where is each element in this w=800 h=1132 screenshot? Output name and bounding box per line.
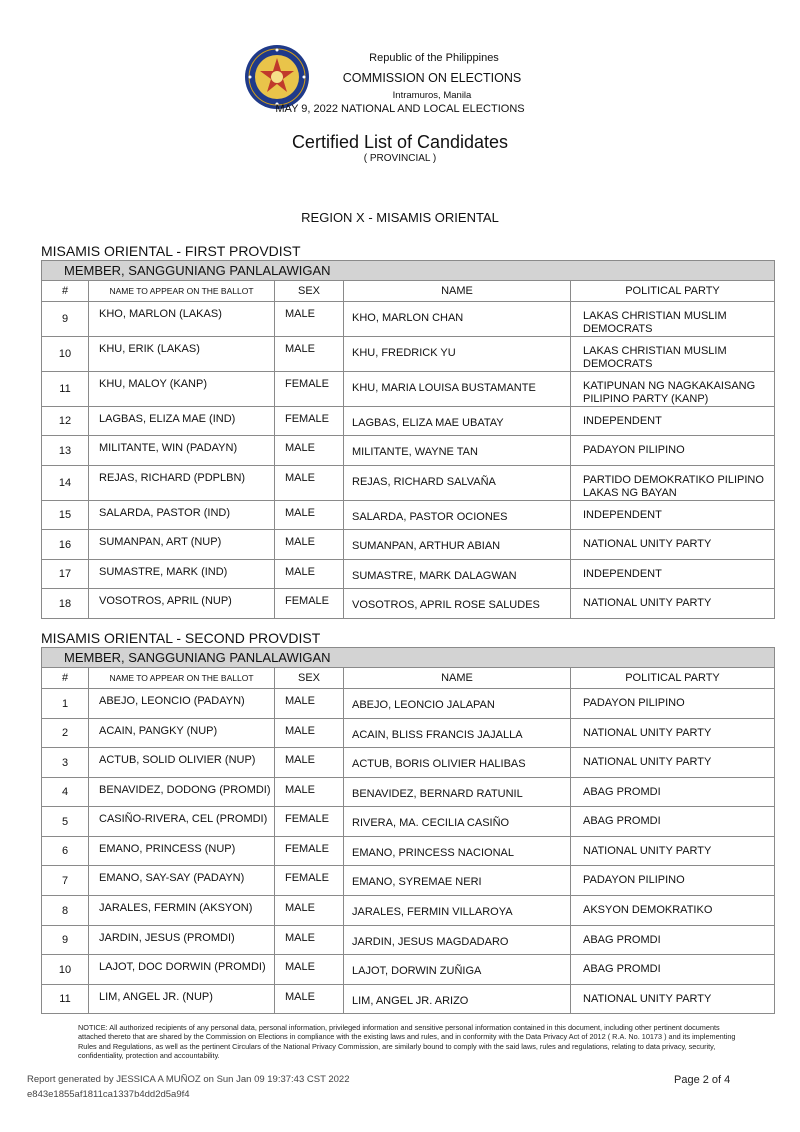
table-row bbox=[42, 407, 775, 436]
candidate-name: EMANO, PRINCESS NACIONAL bbox=[344, 837, 571, 866]
table-row bbox=[42, 866, 775, 896]
political-party: INDEPENDENT bbox=[571, 407, 775, 436]
row-number: 7 bbox=[42, 866, 89, 896]
table-row bbox=[42, 778, 775, 807]
political-party: LAKAS CHRISTIAN MUSLIM DEMOCRATS bbox=[571, 302, 775, 337]
political-party: INDEPENDENT bbox=[571, 560, 775, 589]
col-header-name: NAME bbox=[344, 668, 571, 689]
position-title: MEMBER, SANGGUNIANG PANLALAWIGAN bbox=[42, 261, 775, 281]
political-party: ABAG PROMDI bbox=[571, 807, 775, 837]
commission-label: COMMISSION ON ELECTIONS bbox=[342, 71, 522, 85]
candidate-sex: MALE bbox=[275, 689, 344, 719]
column-header-row bbox=[42, 281, 775, 302]
table-row bbox=[42, 985, 775, 1014]
row-number: 15 bbox=[42, 501, 89, 530]
candidates-table bbox=[41, 260, 775, 619]
table-row bbox=[42, 436, 775, 466]
region-title: REGION X - MISAMIS ORIENTAL bbox=[301, 210, 499, 225]
ballot-name: LAGBAS, ELIZA MAE (IND) bbox=[89, 407, 275, 436]
table-row bbox=[42, 837, 775, 866]
candidate-name: VOSOTROS, APRIL ROSE SALUDES bbox=[344, 589, 571, 619]
row-number: 11 bbox=[42, 985, 89, 1014]
candidate-sex: MALE bbox=[275, 778, 344, 807]
table-row bbox=[42, 719, 775, 748]
political-party: AKSYON DEMOKRATIKO bbox=[571, 896, 775, 926]
document-title: Certified List of Candidates bbox=[291, 132, 509, 152]
ballot-name: KHU, ERIK (LAKAS) bbox=[89, 337, 275, 372]
col-header-ballot-name: NAME TO APPEAR ON THE BALLOT bbox=[89, 281, 275, 302]
candidate-name: EMANO, SYREMAE NERI bbox=[344, 866, 571, 896]
candidate-sex: FEMALE bbox=[275, 837, 344, 866]
document-subtitle: ( PROVINCIAL ) bbox=[363, 153, 437, 164]
political-party: NATIONAL UNITY PARTY bbox=[571, 748, 775, 778]
candidate-sex: MALE bbox=[275, 466, 344, 501]
table-row bbox=[42, 689, 775, 719]
candidate-sex: MALE bbox=[275, 436, 344, 466]
candidate-sex: FEMALE bbox=[275, 866, 344, 896]
candidate-sex: FEMALE bbox=[275, 807, 344, 837]
candidate-name: KHO, MARLON CHAN bbox=[344, 302, 571, 337]
district-title: MISAMIS ORIENTAL - FIRST PROVDIST bbox=[41, 243, 301, 259]
candidate-name: KHU, FREDRICK YU bbox=[344, 337, 571, 372]
ballot-name: EMANO, SAY-SAY (PADAYN) bbox=[89, 866, 275, 896]
district-section bbox=[41, 243, 774, 619]
political-party: NATIONAL UNITY PARTY bbox=[571, 530, 775, 560]
col-header-ballot-name: NAME TO APPEAR ON THE BALLOT bbox=[89, 668, 275, 689]
ballot-name: SUMASTRE, MARK (IND) bbox=[89, 560, 275, 589]
row-number: 9 bbox=[42, 302, 89, 337]
row-number: 1 bbox=[42, 689, 89, 719]
row-number: 10 bbox=[42, 337, 89, 372]
table-row bbox=[42, 302, 775, 337]
ballot-name: VOSOTROS, APRIL (NUP) bbox=[89, 589, 275, 619]
election-label: MAY 9, 2022 NATIONAL AND LOCAL ELECTIONS bbox=[275, 103, 525, 115]
candidate-sex: MALE bbox=[275, 337, 344, 372]
ballot-name: ABEJO, LEONCIO (PADAYN) bbox=[89, 689, 275, 719]
candidate-name: MILITANTE, WAYNE TAN bbox=[344, 436, 571, 466]
col-header-party: POLITICAL PARTY bbox=[571, 668, 775, 689]
political-party: PADAYON PILIPINO bbox=[571, 436, 775, 466]
candidate-name: LAJOT, DORWIN ZUÑIGA bbox=[344, 955, 571, 985]
ballot-name: JARDIN, JESUS (PROMDI) bbox=[89, 926, 275, 955]
political-party: NATIONAL UNITY PARTY bbox=[571, 589, 775, 619]
document-header bbox=[0, 0, 800, 225]
report-generated-label: Report generated by JESSICA A MUÑOZ on Sun Jan 09 19:37:43 CST 2022 bbox=[27, 1074, 350, 1085]
col-header-number: # bbox=[42, 281, 89, 302]
candidate-name: ABEJO, LEONCIO JALAPAN bbox=[344, 689, 571, 719]
candidate-name: LAGBAS, ELIZA MAE UBATAY bbox=[344, 407, 571, 436]
col-header-name: NAME bbox=[344, 281, 571, 302]
candidate-name: SUMANPAN, ARTHUR ABIAN bbox=[344, 530, 571, 560]
table-row bbox=[42, 807, 775, 837]
ballot-name: JARALES, FERMIN (AKSYON) bbox=[89, 896, 275, 926]
ballot-name: REJAS, RICHARD (PDPLBN) bbox=[89, 466, 275, 501]
candidate-name: JARALES, FERMIN VILLAROYA bbox=[344, 896, 571, 926]
table-row bbox=[42, 501, 775, 530]
row-number: 14 bbox=[42, 466, 89, 501]
row-number: 3 bbox=[42, 748, 89, 778]
ballot-name: EMANO, PRINCESS (NUP) bbox=[89, 837, 275, 866]
ballot-name: LIM, ANGEL JR. (NUP) bbox=[89, 985, 275, 1014]
row-number: 16 bbox=[42, 530, 89, 560]
row-number: 5 bbox=[42, 807, 89, 837]
table-row bbox=[42, 466, 775, 501]
row-number: 13 bbox=[42, 436, 89, 466]
political-party: ABAG PROMDI bbox=[571, 778, 775, 807]
row-number: 12 bbox=[42, 407, 89, 436]
table-row bbox=[42, 955, 775, 985]
table-row bbox=[42, 926, 775, 955]
ballot-name: SUMANPAN, ART (NUP) bbox=[89, 530, 275, 560]
candidate-name: LIM, ANGEL JR. ARIZO bbox=[344, 985, 571, 1014]
candidate-sex: MALE bbox=[275, 560, 344, 589]
political-party: NATIONAL UNITY PARTY bbox=[571, 837, 775, 866]
political-party: ABAG PROMDI bbox=[571, 926, 775, 955]
candidate-sex: MALE bbox=[275, 302, 344, 337]
candidate-name: ACTUB, BORIS OLIVIER HALIBAS bbox=[344, 748, 571, 778]
row-number: 10 bbox=[42, 955, 89, 985]
candidate-sex: FEMALE bbox=[275, 589, 344, 619]
table-row bbox=[42, 372, 775, 407]
political-party: PARTIDO DEMOKRATIKO PILIPINO LAKAS NG BAYAN bbox=[571, 466, 775, 501]
col-header-sex: SEX bbox=[275, 281, 344, 302]
table-row bbox=[42, 560, 775, 589]
candidate-sex: MALE bbox=[275, 896, 344, 926]
ballot-name: SALARDA, PASTOR (IND) bbox=[89, 501, 275, 530]
row-number: 11 bbox=[42, 372, 89, 407]
position-row bbox=[42, 261, 775, 281]
column-header-row bbox=[42, 668, 775, 689]
row-number: 2 bbox=[42, 719, 89, 748]
ballot-name: BENAVIDEZ, DODONG (PROMDI) bbox=[89, 778, 275, 807]
candidate-sex: MALE bbox=[275, 719, 344, 748]
ballot-name: LAJOT, DOC DORWIN (PROMDI) bbox=[89, 955, 275, 985]
row-number: 17 bbox=[42, 560, 89, 589]
table-row bbox=[42, 337, 775, 372]
ballot-name: ACTUB, SOLID OLIVIER (NUP) bbox=[89, 748, 275, 778]
row-number: 18 bbox=[42, 589, 89, 619]
candidate-sex: MALE bbox=[275, 955, 344, 985]
location-label: Intramuros, Manila bbox=[392, 90, 472, 101]
col-header-number: # bbox=[42, 668, 89, 689]
row-number: 6 bbox=[42, 837, 89, 866]
col-header-sex: SEX bbox=[275, 668, 344, 689]
political-party: PADAYON PILIPINO bbox=[571, 866, 775, 896]
ballot-name: KHU, MALOY (KANP) bbox=[89, 372, 275, 407]
district-section bbox=[41, 630, 774, 1014]
candidate-sex: FEMALE bbox=[275, 372, 344, 407]
political-party: ABAG PROMDI bbox=[571, 955, 775, 985]
ballot-name: CASIÑO-RIVERA, CEL (PROMDI) bbox=[89, 807, 275, 837]
table-row bbox=[42, 896, 775, 926]
candidate-name: BENAVIDEZ, BERNARD RATUNIL bbox=[344, 778, 571, 807]
candidate-sex: FEMALE bbox=[275, 407, 344, 436]
document-hash: e843e1855af1811ca1337b4dd2d5a9f4 bbox=[27, 1089, 190, 1100]
row-number: 4 bbox=[42, 778, 89, 807]
candidate-name: ACAIN, BLISS FRANCIS JAJALLA bbox=[344, 719, 571, 748]
row-number: 9 bbox=[42, 926, 89, 955]
candidate-sex: MALE bbox=[275, 501, 344, 530]
political-party: LAKAS CHRISTIAN MUSLIM DEMOCRATS bbox=[571, 337, 775, 372]
ballot-name: MILITANTE, WIN (PADAYN) bbox=[89, 436, 275, 466]
table-row bbox=[42, 530, 775, 560]
candidate-name: KHU, MARIA LOUISA BUSTAMANTE bbox=[344, 372, 571, 407]
candidate-name: REJAS, RICHARD SALVAÑA bbox=[344, 466, 571, 501]
political-party: INDEPENDENT bbox=[571, 501, 775, 530]
candidate-name: JARDIN, JESUS MAGDADARO bbox=[344, 926, 571, 955]
candidate-sex: MALE bbox=[275, 926, 344, 955]
candidate-name: RIVERA, MA. CECILIA CASIÑO bbox=[344, 807, 571, 837]
political-party: KATIPUNAN NG NAGKAKAISANG PILIPINO PARTY (KANP) bbox=[571, 372, 775, 407]
candidate-sex: MALE bbox=[275, 530, 344, 560]
ballot-name: ACAIN, PANGKY (NUP) bbox=[89, 719, 275, 748]
candidate-sex: MALE bbox=[275, 985, 344, 1014]
position-title: MEMBER, SANGGUNIANG PANLALAWIGAN bbox=[42, 648, 775, 668]
district-title: MISAMIS ORIENTAL - SECOND PROVDIST bbox=[41, 630, 321, 646]
political-party: NATIONAL UNITY PARTY bbox=[571, 985, 775, 1014]
page-number: Page 2 of 4 bbox=[674, 1074, 731, 1086]
table-row bbox=[42, 589, 775, 619]
republic-label: Republic of the Philippines bbox=[369, 52, 499, 64]
candidate-sex: MALE bbox=[275, 748, 344, 778]
candidates-table bbox=[41, 647, 775, 1014]
table-row bbox=[42, 748, 775, 778]
row-number: 8 bbox=[42, 896, 89, 926]
political-party: NATIONAL UNITY PARTY bbox=[571, 719, 775, 748]
col-header-party: POLITICAL PARTY bbox=[571, 281, 775, 302]
political-party: PADAYON PILIPINO bbox=[571, 689, 775, 719]
position-row bbox=[42, 648, 775, 668]
candidate-name: SALARDA, PASTOR OCIONES bbox=[344, 501, 571, 530]
privacy-notice: NOTICE: All authorized recipients of any personal data, personal information, privileged information and sensitive personal information contained in this document, including other pertinent documents attached thereto that are shared by the Commission on Elections in compliance with the existing laws and rules, and in conformity with the Data Privacy Act of 2012 ( R.A. No. 10173 ) and its implementing Rules and Regulations, as well as the pertinent Circulars of the National Privacy Commission, are similarly bound to comply with the said laws, rules and regulations, relating to data privacy, security, confidentiality, protection and accountability. bbox=[78, 1023, 736, 1061]
ballot-name: KHO, MARLON (LAKAS) bbox=[89, 302, 275, 337]
candidate-name: SUMASTRE, MARK DALAGWAN bbox=[344, 560, 571, 589]
